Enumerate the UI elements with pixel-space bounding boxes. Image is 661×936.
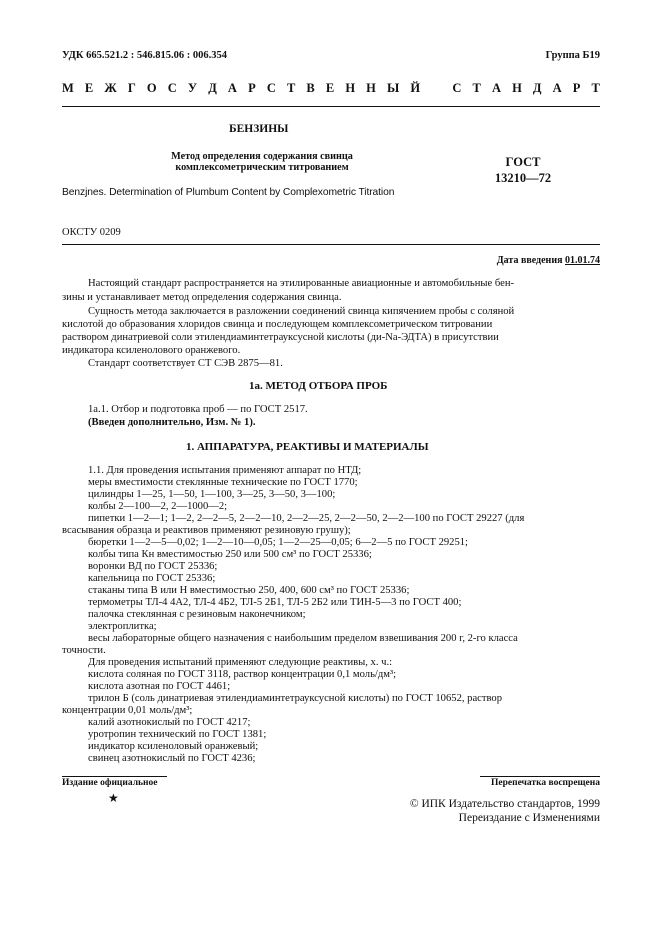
edition-label: Издание официальное xyxy=(62,778,158,788)
section-1-line: кислота азотная по ГОСТ 4461; xyxy=(88,681,231,692)
section-1-line: весы лабораторные общего назначения с наибольшим пределом взвешивания 200 г, 2-го класса xyxy=(88,633,518,644)
section-1-line: цилиндры 1—25, 1—50, 1—100, 3—25, 3—50, 3—100; xyxy=(88,489,336,500)
banner-letter: Т xyxy=(591,80,600,95)
section-1-line: свинец азотнокислый по ГОСТ 4236; xyxy=(88,753,256,764)
banner-letter: Г xyxy=(127,80,136,95)
section-1-line: меры вместимости стеклянные технические по ГОСТ 1770; xyxy=(88,477,358,488)
section-1-line: палочка стеклянная с резиновым наконечником; xyxy=(88,609,306,620)
banner-letter: Е xyxy=(84,80,94,95)
document-title: БЕНЗИНЫ xyxy=(229,123,289,135)
banner-letter: М xyxy=(62,80,74,95)
banner-letter: Д xyxy=(208,80,217,95)
banner-letter: С xyxy=(266,80,276,95)
udk-code: УДК 665.521.2 : 546.815.06 : 006.354 xyxy=(62,50,227,61)
banner-letter: Р xyxy=(248,80,256,95)
gost-number: 13210—72 xyxy=(494,171,552,185)
okstu-code: ОКСТУ 0209 xyxy=(62,227,121,238)
intro-line: Сущность метода заключается в разложении соединений свинца кипячением пробы с соляной xyxy=(88,306,515,317)
section-1-line: концентрации 0,01 моль/дм³; xyxy=(62,705,193,716)
gost-label: ГОСТ xyxy=(505,155,541,169)
intro-line: раствором динатриевой соли этилендиаминтетрауксусной кислоты (ди-Na-ЭДТА) в присутствии xyxy=(62,332,499,343)
reprint-label: Перепечатка воспрещена xyxy=(490,778,600,788)
section-1-line: бюретки 1—2—5—0,02; 1—2—10—0,05; 1—2—25—0,05; 6—2—5 по ГОСТ 29251; xyxy=(88,537,468,548)
section-1-line: термометры ТЛ-4 4А2, ТЛ-4 4Б2, ТЛ-5 2Б1, ТЛ-5 2Б2 или ТИН-5—3 по ГОСТ 400; xyxy=(88,597,462,608)
section-1-line: уротропин технический по ГОСТ 1381; xyxy=(88,729,267,740)
section-1-line: стаканы типа В или Н вместимостью 250, 400, 600 см³ по ГОСТ 25336; xyxy=(88,585,410,596)
subtitle-line-1: Метод определения содержания свинца xyxy=(171,151,353,162)
banner-letter: Т xyxy=(286,80,296,95)
section-1-line: трилон Б (соль динатриевая этилендиаминтетрауксусной кислоты) по ГОСТ 10652, раствор xyxy=(88,693,503,704)
intro-date-label: Дата введения xyxy=(496,255,563,266)
section-1-line: всасывания образца и реактивов применяют резиновую грушу); xyxy=(62,525,351,536)
section-1-line: калий азотнокислый по ГОСТ 4217; xyxy=(88,717,251,728)
section-1-line: точности. xyxy=(62,645,106,656)
intro-line: Стандарт соответствует СТ СЭВ 2875—81. xyxy=(88,358,283,369)
section-1-line: индикатор ксиленоловый оранжевый; xyxy=(88,741,259,752)
top-rule xyxy=(62,106,600,107)
section-1a-heading: 1а. МЕТОД ОТБОРА ПРОБ xyxy=(249,380,388,392)
section-1-line: Для проведения испытаний применяют следующие реактивы, х. ч.: xyxy=(88,657,393,668)
section-1-line: воронки ВД по ГОСТ 25336; xyxy=(88,561,218,572)
footer-rule-left xyxy=(62,776,167,777)
intro-line: индикатора ксиленолового оранжевого. xyxy=(62,345,241,356)
section-1-line: 1.1. Для проведения испытания применяют аппарат по НТД; xyxy=(88,465,362,476)
star-icon: ★ xyxy=(108,791,119,805)
banner-letter: А xyxy=(491,80,501,95)
banner-letter: Н xyxy=(512,80,522,95)
section-1-line: пипетки 1—2—1; 1—2, 2—2—5, 2—2—10, 2—2—25, 2—2—50, 2—2—100 по ГОСТ 29227 (для xyxy=(88,513,525,524)
section-1-line: колбы типа Кн вместимостью 250 или 500 см³ по ГОСТ 25336; xyxy=(88,549,372,560)
banner-letter: Н xyxy=(345,80,356,95)
title-rule xyxy=(62,244,600,245)
banner-letter: Д xyxy=(532,80,542,95)
banner-letter: Ы xyxy=(387,80,400,95)
banner-letter: В xyxy=(306,80,315,95)
section-1-line: кислота соляная по ГОСТ 3118, раствор концентрации 0,1 моль/дм³; xyxy=(88,669,397,680)
section-1-line: колбы 2—100—2, 2—1000—2; xyxy=(88,501,228,512)
intro-date xyxy=(497,255,600,266)
banner-letter: Ж xyxy=(104,80,117,95)
section-1a-text: 1а.1. Отбор и подготовка проб — по ГОСТ 2517. xyxy=(88,404,308,415)
banner-letter: Р xyxy=(572,80,581,95)
intro-line: Настоящий стандарт распространяется на этилированные авиационные и автомобильные бен- xyxy=(88,278,515,289)
intro-line: кислотой до образования хлоридов свинца и последующем комплексометрическом титровании xyxy=(62,319,493,330)
footer-rule-right xyxy=(480,776,600,777)
banner-letter: С xyxy=(167,80,177,95)
banner-letter: А xyxy=(227,80,237,95)
group-code: Группа Б19 xyxy=(545,50,600,61)
banner-letter: А xyxy=(552,80,562,95)
section-1-line: электроплитка; xyxy=(88,621,157,632)
banner-letter: О xyxy=(146,80,157,95)
intro-line: зины и устанавливает метод определения содержания свинца. xyxy=(62,292,342,303)
copyright: © ИПК Издательство стандартов, 1999 xyxy=(409,798,600,810)
banner-letter: Й xyxy=(410,80,421,95)
section-1-line: капельница по ГОСТ 25336; xyxy=(88,573,216,584)
reissue-note: Переиздание с Изменениями xyxy=(458,812,600,824)
banner-letter: Е xyxy=(325,80,335,95)
banner-letter: Т xyxy=(472,80,481,95)
banner-letter: У xyxy=(187,80,198,95)
banner-letter: С xyxy=(452,80,462,95)
standard-banner xyxy=(62,79,600,97)
intro-date-value: 01.01.74 xyxy=(565,255,600,266)
section-1-heading: 1. АППАРАТУРА, РЕАКТИВЫ И МАТЕРИАЛЫ xyxy=(186,441,429,453)
banner-letter: Н xyxy=(366,80,376,95)
english-title: Benzjnes. Determination of Plumbum Content by Complexometric Titration xyxy=(62,187,395,198)
subtitle-line-2: комплексометрическим титрованием xyxy=(175,162,349,173)
section-1a-note: (Введен дополнительно, Изм. № 1). xyxy=(88,417,256,428)
